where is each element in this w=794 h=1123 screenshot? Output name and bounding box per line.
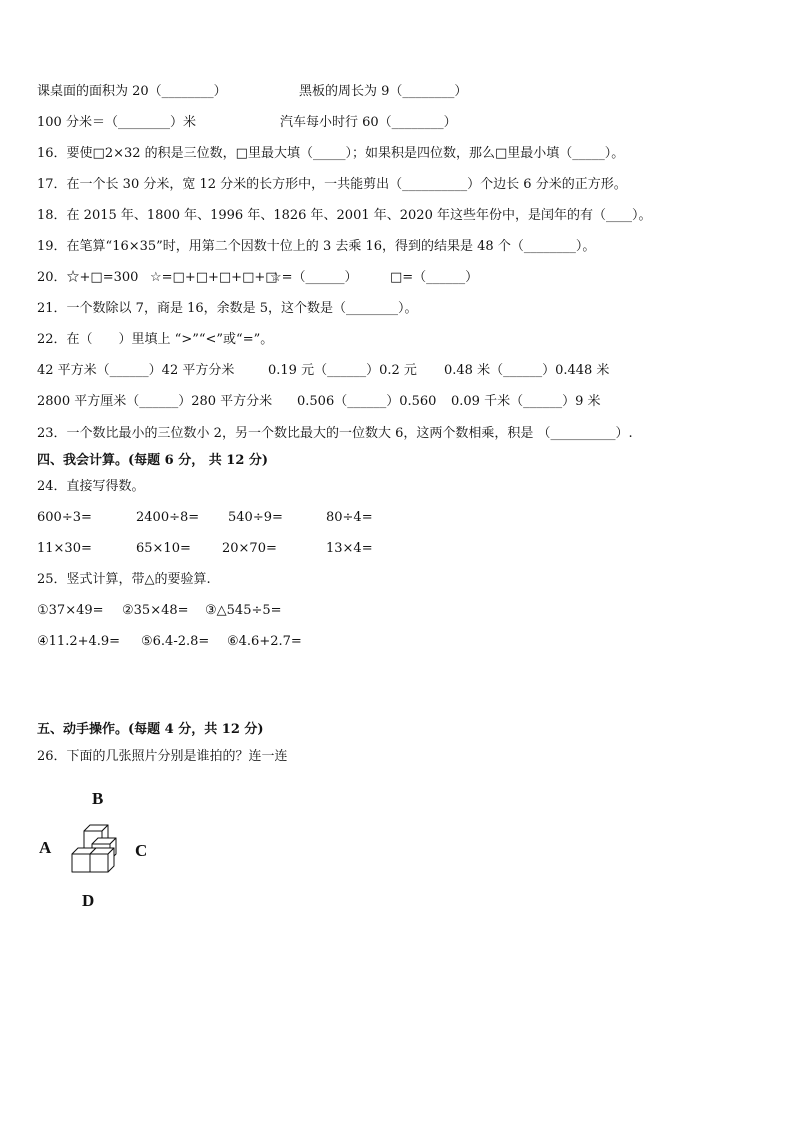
line-decimeter-meter: 100 分米＝（________）米 — [37, 115, 196, 130]
view-label-b: B — [92, 789, 104, 808]
view-label-c: C — [135, 841, 148, 860]
calc-540-div-9: 540÷9= — [228, 510, 283, 525]
question-21: 21．一个数除以 7，商是 16，余数是 5，这个数是（________）。 — [37, 301, 418, 316]
section-4-heading: 四、我会计算。(每题 6 分， 共 12 分) — [37, 453, 269, 468]
calc-600-div-3: 600÷3= — [37, 510, 92, 525]
compare-1b: 0.19 元（______）0.2 元 — [268, 363, 417, 378]
question-20-square-blank: □=（______） — [390, 270, 479, 285]
vertical-calc-6: ⑥4.6+2.7= — [227, 634, 302, 649]
left-front-cube-front-face — [72, 854, 90, 872]
compare-1c: 0.48 米（______）0.448 米 — [444, 363, 610, 378]
calc-80-div-4: 80÷4= — [326, 510, 373, 525]
calc-2400-div-8: 2400÷8= — [136, 510, 200, 525]
vertical-calc-1: ①37×49= — [37, 603, 104, 618]
calc-65-times-10: 65×10= — [136, 541, 191, 556]
line-area-desk: 课桌面的面积为 20（________） — [37, 84, 227, 99]
view-label-d: D — [82, 891, 95, 910]
calc-13-times-4: 13×4= — [326, 541, 373, 556]
calc-11-times-30: 11×30= — [37, 541, 92, 556]
cube-stack-figure — [66, 820, 122, 878]
question-20-equation: 20．☆+□=300 — [37, 270, 139, 285]
question-16: 16．要使□2×32 的积是三位数，□里最大填（_____）；如果积是四位数，那么□里最小填（_____）。 — [37, 146, 625, 161]
compare-2b: 0.506（______）0.560 — [297, 394, 437, 409]
question-19: 19．在笔算“16×35”时，用第二个因数十位上的 3 去乘 16，得到的结果是 48 个（________）。 — [37, 239, 596, 254]
compare-2a: 2800 平方厘米（______）280 平方分米 — [37, 394, 273, 409]
question-22: 22．在（ ）里填上 “>”“<”或“=”。 — [37, 332, 274, 347]
question-23: 23．一个数比最小的三位数小 2，另一个数比最大的一位数大 6，这两个数相乘，积是 （__________）. — [37, 426, 633, 441]
line-blackboard-perimeter: 黑板的周长为 9（________） — [299, 84, 468, 99]
vertical-calc-5: ⑤6.4-2.8= — [141, 634, 210, 649]
question-24: 24．直接写得数。 — [37, 479, 145, 494]
question-25: 25．竖式计算，带△的要验算. — [37, 572, 211, 587]
compare-1a: 42 平方米（______）42 平方分米 — [37, 363, 235, 378]
right-front-cube-front-face — [90, 854, 108, 872]
calc-20-times-70: 20×70= — [222, 541, 277, 556]
question-18: 18．在 2015 年、1800 年、1996 年、1826 年、2001 年、2020 年这些年份中，是闰年的有（____）。 — [37, 208, 652, 223]
vertical-calc-2: ②35×48= — [122, 603, 189, 618]
section-5-heading: 五、动手操作。(每题 4 分，共 12 分) — [37, 722, 264, 737]
question-26: 26．下面的几张照片分别是谁拍的？连一连 — [37, 749, 288, 764]
question-17: 17．在一个长 30 分米，宽 12 分米的长方形中，一共能剪出（__________）个边长 6 分米的正方形。 — [37, 177, 627, 192]
question-20-relation: ☆=□+□+□+□+□ — [150, 270, 278, 285]
compare-2c: 0.09 千米（______）9 米 — [451, 394, 601, 409]
view-label-a: A — [39, 838, 52, 857]
vertical-calc-3: ③△545÷5= — [205, 603, 282, 618]
vertical-calc-4: ④11.2+4.9= — [37, 634, 121, 649]
line-car-speed: 汽车每小时行 60（________） — [280, 115, 457, 130]
question-20-star-blank: ☆=（______） — [270, 270, 358, 285]
